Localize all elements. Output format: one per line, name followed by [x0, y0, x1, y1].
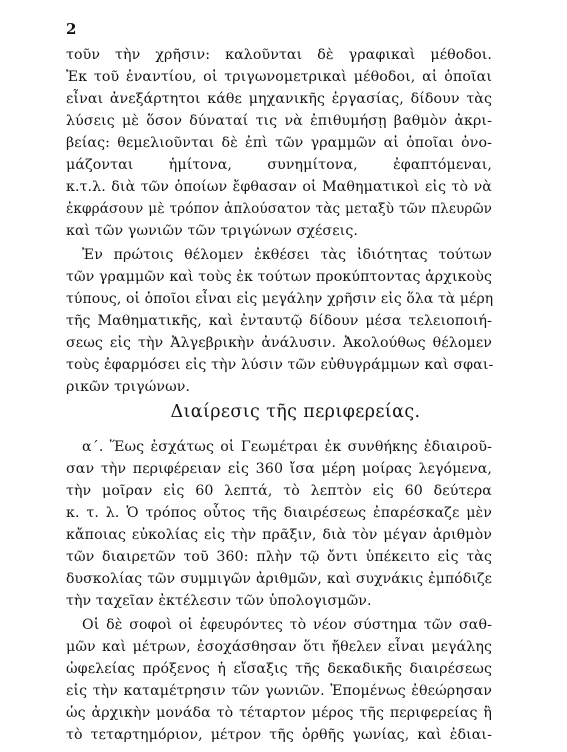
text-line: καὶ τῶν γωνιῶν τῶν τριγώνων σχέσεις. — [66, 223, 358, 239]
text-line: ἐκφράσουν μὲ τρόπον ἁπλούσατον τὰς μεταξὺ τῶν πλευρῶν — [66, 201, 492, 217]
text-line: κ. τ. λ. Ὁ τρόπος οὗτος τῆς διαιρέσεως ἐπαρέσκαζε μὲν — [66, 505, 492, 521]
text-line: Ἐν πρώτοις θέλομεν ἐκθέσει τὰς ἰδιότητας τούτων — [82, 247, 492, 263]
text-line: ὠφελείας πρόξενος ἡ εἴσαξις τῆς δεκαδικῆς διαιρέσεως — [66, 661, 492, 677]
text-line: Οἱ δὲ σοφοὶ οἱ ἐφευρόντες τὸ νέον σύστημα τῶν σαθ- — [82, 617, 492, 633]
text-line: ρικῶν τριγώνων. — [66, 379, 191, 395]
text-line: τῆς Μαθηματικῆς, καὶ ἐνταυτῷ δίδουν μέσα τελειοποιή- — [66, 313, 492, 329]
text-line: δυσκολίας τῶν συμμιγῶν ἀριθμῶν, καὶ συχνάκις ἐμπόδιζε — [66, 571, 492, 587]
text-line: τῶν διαιρετῶν τοῦ 360: πλὴν τῷ ὄντι ὑπέκειτο εἰς τὰς — [66, 549, 492, 565]
section-heading: Διαίρεσις τῆς περιφερείας. — [170, 402, 421, 422]
text-line: σαν τὴν περιφέρειαν εἰς 360 ἴσα μέρη μοίρας λεγόμενα, — [66, 461, 492, 477]
text-line: βείας: θεμελιοῦνται δὲ ἐπὶ τῶν γραμμῶν αἱ ὁποῖαι ὀνο- — [66, 135, 492, 151]
page-number: 2 — [66, 20, 77, 38]
text-line: τύπους, οἱ ὁποῖοι εἶναι εἰς μεγάλην χρῆσιν εἰς ὅλα τὰ μέρη — [66, 291, 494, 307]
text-line: εἰς τὴν καταμέτρησιν τῶν γωνιῶν. Ἐπομένως ἐθεώρησαν — [66, 683, 492, 699]
text-line: μῶν καὶ μέτρων, ἐσοχάσθησαν ὅτι ἤθελεν εἶναι μεγάλης — [66, 639, 492, 655]
text-line: α΄. Ἕως ἐσχάτως οἱ Γεωμέτραι ἐκ συνθήκης ἐδιαιροῦ- — [82, 439, 492, 455]
text-line: τὸ τεταρτημόριον, μέτρον τῆς ὀρθῆς γωνίας, καὶ ἐδιαι- — [66, 727, 492, 743]
text-line: τοὺς ἐφαρμόσει εἰς τὴν λύσιν τῶν εὐθυγράμμων καὶ σφαι- — [66, 357, 494, 373]
text-line: τὴν μοῖραν εἰς 60 λεπτά, τὸ λεπτὸν εἰς 60 δεύτερα — [66, 483, 492, 499]
text-line: μάζονται ἡμίτονα, συνημίτονα, ἐφαπτόμεναι, — [66, 157, 492, 173]
text-line: τοῦν τὴν χρῆσιν: καλοῦνται δὲ γραφικαὶ μέθοδοι. — [66, 47, 492, 63]
text-line: Ἐκ τοῦ ἐναντίου, οἱ τριγωνομετρικαὶ μέθοδοι, αἱ ὁποῖαι — [66, 69, 492, 85]
text-line: εἶναι ἀνεξάρτητοι κάθε μηχανικῆς ἐργασίας, δίδουν τὰς — [66, 91, 492, 107]
text-line: λύσεις μὲ ὅσον δύναταί τις νὰ ἐπιθυμήσῃ βαθμὸν ἀκρι- — [66, 113, 492, 129]
text-line: κ.τ.λ. διὰ τῶν ὁποίων ἔφθασαν οἱ Μαθηματικοὶ εἰς τὸ νὰ — [66, 179, 492, 195]
text-line: ὡς ἀρχικὴν μονάδα τὸ τέταρτον μέρος τῆς περιφερείας ἢ — [66, 705, 492, 721]
text-line: τῶν γραμμῶν καὶ τοὺς ἐκ τούτων προκύπτοντας ἀρχικοὺς — [66, 269, 492, 285]
text-line: τὴν ταχεῖαν ἐκτέλεσιν τῶν ὑπολογισμῶν. — [66, 593, 372, 609]
text-line: σεως εἰς τὴν Ἀλγεβρικὴν ἀνάλυσιν. Ἀκολούθως θέλομεν — [66, 335, 492, 351]
text-line: κἄποιας εὐκολίας εἰς τὴν πρᾶξιν, διὰ τὸν μέγαν ἀριθμὸν — [66, 527, 492, 543]
